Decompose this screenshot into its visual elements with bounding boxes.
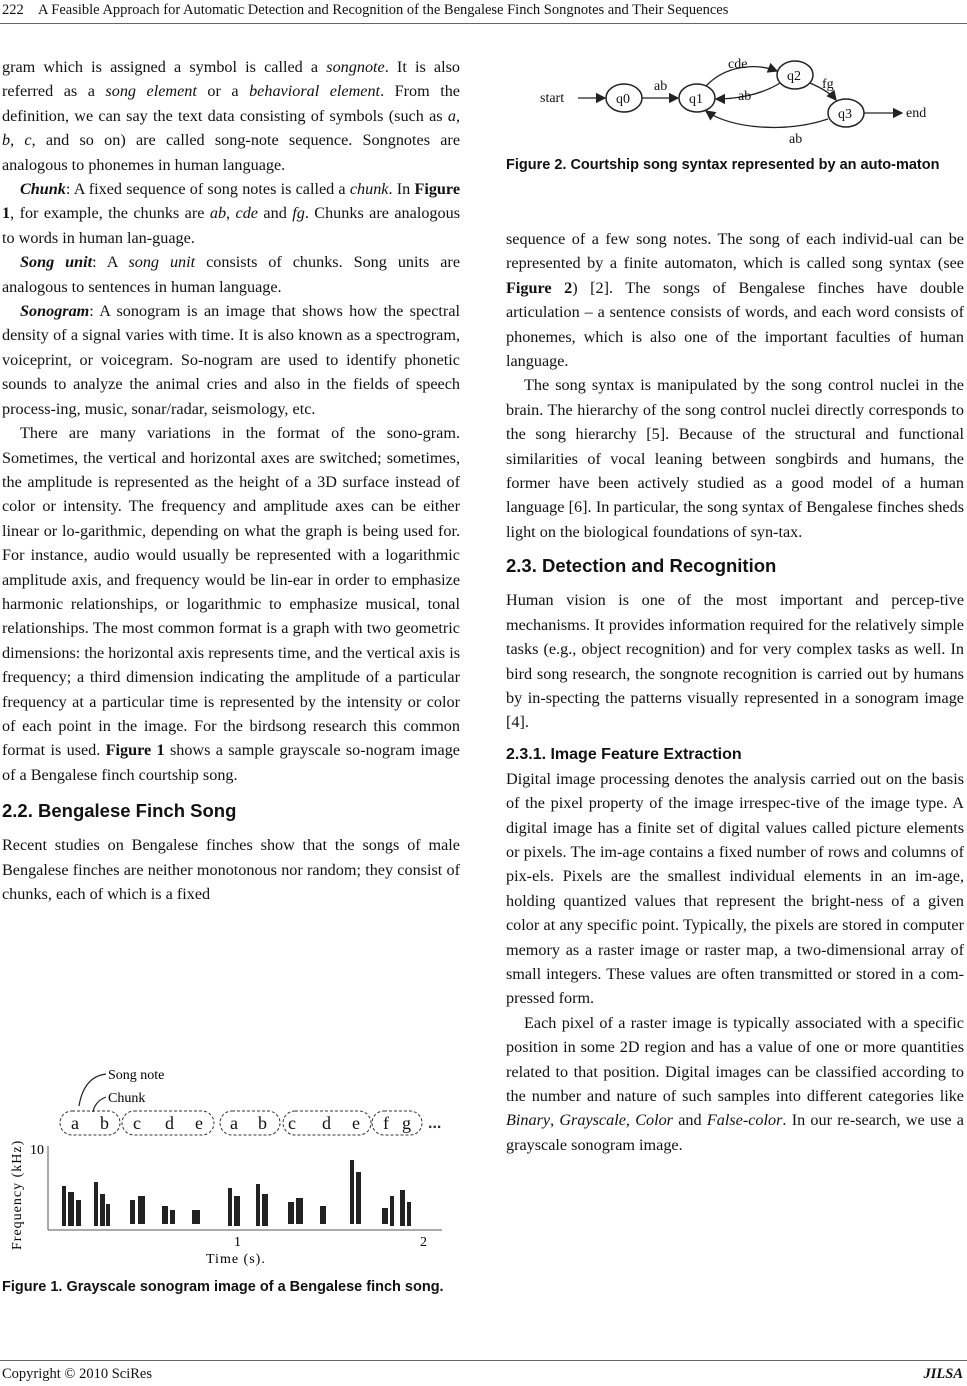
y-tick-label: 10 bbox=[30, 1143, 44, 1158]
sonogram-mark bbox=[192, 1210, 200, 1224]
state-label: q1 bbox=[689, 92, 703, 107]
running-title: A Feasible Approach for Automatic Detection and Recognition of the Bengalese Finch Songnotes and Their Sequences bbox=[38, 2, 729, 18]
text-run: chunk bbox=[349, 180, 389, 199]
note-letter: b bbox=[100, 1113, 109, 1133]
sonogram-mark bbox=[100, 1194, 105, 1226]
text-run: c bbox=[24, 131, 32, 150]
sonogram-mark bbox=[320, 1206, 326, 1224]
note-letter: c bbox=[133, 1113, 141, 1133]
text-run: fg bbox=[292, 204, 305, 223]
figure-1-caption: Figure 1. Grayscale sonogram image of a Bengalese finch song. bbox=[2, 1279, 444, 1295]
figure-1 bbox=[2, 1060, 460, 1270]
edge-label: fg bbox=[822, 77, 834, 92]
note-letter: b bbox=[258, 1113, 267, 1133]
text-run: song element bbox=[105, 82, 197, 101]
edge-label: ab bbox=[789, 132, 803, 145]
header-rule bbox=[0, 23, 967, 24]
x-tick-label: 1 bbox=[234, 1235, 241, 1250]
text-run: song unit bbox=[128, 253, 196, 272]
sonogram-mark bbox=[130, 1200, 135, 1224]
text-run: Song unit bbox=[20, 253, 93, 272]
x-tick-label: 2 bbox=[420, 1235, 427, 1250]
sonogram-mark bbox=[296, 1198, 303, 1224]
paragraph: Each pixel of a raster image is typically associated with a specific position in some 2D region and has a value of one or more quantities related to that position. Digital images can be classified according to the number and nature of such samples into different categories like Binary, Grayscale, Color and False-color. In our re-search, we use a grayscale sonogram image. bbox=[506, 1013, 964, 1154]
sonogram-mark bbox=[162, 1206, 168, 1224]
text-run: Sonogram bbox=[20, 302, 90, 321]
sonogram-mark bbox=[234, 1196, 240, 1226]
paragraph: Digital image processing denotes the analysis carried out on the basis of the pixel property of the image irrespec-tive of the image type. A digital image has a finite set of digital values called picture elements or pixels. The im-age contains a fixed number of rows and columns of pix-els. Pixels are the smallest individual elements in an im-age, holding quantized values that represent the bright-ness of a given color at any specific point. Typically, the pixels are stored in computer memory as a raster image or raster map, a two-dimensional array of small integers. These values are often transmitted or stored in a com-pressed form. bbox=[506, 769, 964, 1008]
note-letter: a bbox=[230, 1113, 238, 1133]
edge-label: ab bbox=[738, 89, 752, 104]
label-chunk: Chunk bbox=[108, 1091, 146, 1106]
sonogram-mark bbox=[138, 1196, 145, 1224]
sonogram-mark bbox=[106, 1204, 110, 1226]
text-run: Binary bbox=[506, 1111, 551, 1130]
edge-q3-q1 bbox=[706, 111, 828, 127]
state-label: q3 bbox=[838, 107, 852, 122]
text-run: Figure 1 bbox=[105, 741, 165, 760]
label-song-note: Song note bbox=[108, 1068, 165, 1083]
paragraph-chunk-definition: Chunk: A fixed sequence of song notes is called a chunk. In Figure 1, for example, the chunks are ab, cde and fg. Chunks are analogous to words in human lan-guage. bbox=[2, 180, 461, 247]
sonogram-figure bbox=[2, 1060, 460, 1270]
sonogram-mark bbox=[382, 1208, 388, 1224]
y-axis-label: Frequency (kHz) bbox=[10, 1139, 25, 1250]
figure-background bbox=[2, 1060, 460, 1270]
paragraph: sequence of a few song notes. The song of each individ-ual can be represented by a finite automaton, which is called song syntax (see Figure 2) [2]. The songs of Bengalese finches have double articulation – a sentence consists of words, and each word consists of phonemes, which is also one of the important faculties of human language. bbox=[506, 230, 964, 371]
x-axis-label: Time (s). bbox=[206, 1252, 266, 1267]
sonogram-mark bbox=[62, 1186, 66, 1226]
journal-name: JILSA bbox=[923, 1366, 963, 1382]
note-letter: e bbox=[352, 1113, 360, 1133]
copyright-notice: Copyright © 2010 SciRes bbox=[2, 1366, 152, 1382]
sonogram-mark bbox=[68, 1192, 74, 1226]
sonogram-mark bbox=[256, 1184, 260, 1226]
page-footer bbox=[0, 1364, 967, 1384]
figure-2 bbox=[506, 55, 964, 145]
section-heading: 2.3. Detection and Recognition bbox=[506, 555, 777, 577]
paragraph: Human vision is one of the most important and percep-tive mechanisms. It provides information required for the relatively simple tasks (e.g., object recognition) and for very complex tasks as well. In bird song research, the songnote recognition is carried out by humans by in-specting the patterns visually represented in a sonogram image [4]. bbox=[506, 591, 964, 732]
note-letter: d bbox=[322, 1113, 331, 1133]
sonogram-mark bbox=[407, 1202, 411, 1226]
paragraph-song-unit-definition: Song unit: A song unit consists of chunks. Song units are analogous to sentences in human language. bbox=[2, 253, 461, 296]
note-letter: a bbox=[71, 1113, 79, 1133]
note-letter: d bbox=[165, 1113, 174, 1133]
sonogram-mark bbox=[356, 1172, 361, 1224]
text-run: ab bbox=[209, 204, 227, 223]
sonogram-mark bbox=[400, 1190, 405, 1226]
automaton-diagram bbox=[506, 55, 964, 145]
text-run: Chunk bbox=[20, 180, 66, 199]
footer-rule bbox=[0, 1360, 967, 1361]
text-run: Figure 1 bbox=[2, 180, 461, 223]
section-heading: 2.2. Bengalese Finch Song bbox=[2, 800, 237, 822]
edge-label: ab bbox=[654, 79, 668, 94]
paragraph-sonogram-definition: Sonogram: A sonogram is an image that shows how the spectral density of a signal varies with time. It is also known as a spectrogram, voiceprint, or voicegram. So-nogram are used to identify phonetic sounds to analyze the animal cries and also in the fields of speech process-ing, music, sonar/radar, seismology, etc. bbox=[2, 302, 460, 418]
note-letter: g bbox=[402, 1113, 411, 1133]
running-header bbox=[0, 0, 967, 22]
subsection-heading: 2.3.1. Image Feature Extraction bbox=[506, 745, 742, 763]
text-run: Color bbox=[635, 1111, 673, 1130]
figure-2-caption: Figure 2. Courtship song syntax represented by an auto-maton bbox=[506, 157, 940, 173]
note-letter: f bbox=[383, 1113, 389, 1133]
note-letter: c bbox=[288, 1113, 296, 1133]
end-label: end bbox=[906, 106, 927, 121]
paragraph: gram which is assigned a symbol is called a songnote. It is also referred as a song element or a behavioral element. From the definition, we can say the text data consisting of symbols (such as a, b, c, and so on) are called song-note sequence. Songnotes are analogous to phonemes in human language. bbox=[2, 58, 461, 174]
edge-label: cde bbox=[728, 57, 748, 72]
text-run: songnote bbox=[326, 58, 385, 76]
start-label: start bbox=[540, 91, 565, 106]
sonogram-mark bbox=[288, 1202, 294, 1224]
paragraph: There are many variations in the format of the sono-gram. Sometimes, the vertical and horizontal axes are switched; sometimes, the amplitude is represented as the height of a 3D surface instead of color or intensity. The frequency and amplitude axes can be either linear or lo-garithmic, depending on what the graph is being used for. For instance, audio would usually be represented with a logarithmic amplitude axis, and frequency would be lin-ear in order to emphasize harmonic relationships, or logarithmic to emphasize musical, tonal relationships. The most common format is a graph with two geometric dimensions: the horizontal axis represents time, and the vertical axis is frequency; a third dimension indicating the amplitude of a particular frequency at a particular time is represented by the intensity or color of each point in the image. For the birdsong research this common format is used. Figure 1 shows a sample grayscale so-nogram image of a Bengalese finch courtship song. bbox=[2, 424, 460, 784]
text-run: behavioral element bbox=[249, 82, 381, 101]
sonogram-mark bbox=[76, 1200, 81, 1226]
text-run: Grayscale bbox=[559, 1111, 626, 1130]
note-letter: e bbox=[195, 1113, 203, 1133]
text-run: cde bbox=[235, 204, 258, 223]
sonogram-mark bbox=[170, 1210, 175, 1224]
state-label: q2 bbox=[787, 69, 801, 84]
state-label: q0 bbox=[616, 92, 630, 107]
text-run: b bbox=[2, 131, 11, 150]
sonogram-mark bbox=[390, 1196, 394, 1226]
paragraph: Recent studies on Bengalese finches show that the songs of male Bengalese finches are neither monotonous nor random; they consist of chunks, each of which is a fixed bbox=[2, 836, 460, 903]
left-column bbox=[2, 55, 460, 906]
continuation-ellipsis: ... bbox=[428, 1115, 442, 1132]
sonogram-mark bbox=[262, 1194, 268, 1226]
sonogram-mark bbox=[350, 1160, 354, 1224]
text-run: Figure 2 bbox=[506, 278, 573, 297]
sonogram-mark bbox=[228, 1188, 232, 1226]
page-number: 222 bbox=[2, 2, 24, 18]
right-column bbox=[506, 227, 964, 1157]
paragraph: The song syntax is manipulated by the song control nuclei in the brain. The hierarchy of the song control nuclei directly corresponds to the song hierarchy [5]. Because of the structural and functional similarities of vocal leaning between songbirds and humans, the former have been actively studied as a good model of a human language [6]. In particular, the song syntax of Bengalese finches sheds light on the biological foundations of syn-tax. bbox=[506, 376, 964, 541]
sonogram-mark bbox=[94, 1182, 98, 1226]
text-run: False-color bbox=[706, 1111, 783, 1130]
text-run: a bbox=[447, 106, 456, 125]
